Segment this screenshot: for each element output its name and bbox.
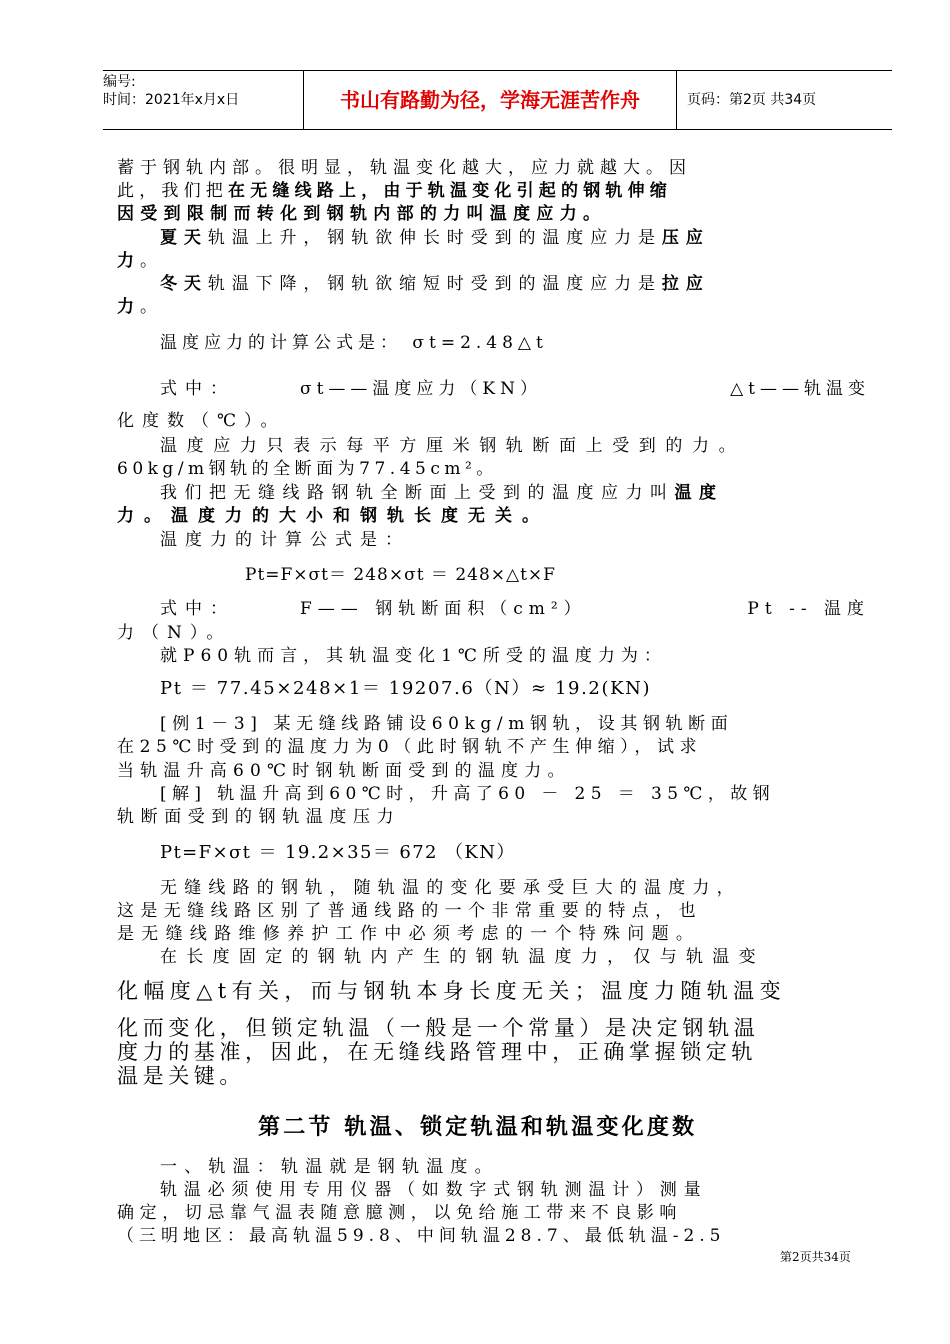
header-page-label: 页码：第2页 共34页: [687, 92, 817, 108]
text-line: 在25℃时受到的温度力为0（此时钢轨不产生伸缩），试求: [117, 737, 703, 757]
text-span: 我们把无缝线路钢轨全断面上受到的温度应力叫: [160, 483, 675, 503]
time-label: 时间：2021年x月x日: [103, 92, 240, 108]
formula-line: Pt ＝ 77.45×248×1＝ 19207.6（N）≈ 19.2(KN): [160, 678, 652, 699]
text-line: [160, 227, 870, 249]
text-span: △t——轨温变: [730, 379, 870, 399]
text-span: σt——温度应力（KN）: [300, 379, 543, 399]
text-line: 化幅度△t有关，而与钢轨本身长度无关；温度力随轨温变: [117, 979, 786, 1003]
text-line: [例1－3] 某无缝线路铺设60kg/m钢轨，设其钢轨断面: [160, 714, 734, 734]
text-line: [117, 296, 870, 318]
text-line: [解] 轨温升高到60℃时，升高了60 － 25 ＝ 35℃，故钢: [160, 784, 776, 804]
text-line: 确定，切忌靠气温表随意臆测，以免给施工带来不良影响: [117, 1203, 682, 1223]
text-line: 力。温度力的大小和钢轨长度无关。: [117, 506, 549, 526]
text-line: 当轨温升高60℃时钢轨断面受到的温度力。: [117, 761, 571, 781]
text-span: 轨温上升，钢轨欲伸长时受到的温度应力是: [207, 228, 662, 248]
formula-line: 温度应力的计算公式是： σt=2.48△t: [160, 333, 548, 353]
bold-span: 冬天: [160, 274, 208, 294]
text-line: 在长度固定的钢轨内产生的钢轨温度力，仅与轨温变: [160, 947, 765, 967]
text-line: [160, 378, 870, 400]
text-span: 。: [140, 251, 163, 271]
text-line: 温是关键。: [117, 1064, 245, 1088]
text-line: 轨断面受到的钢轨温度压力: [117, 807, 401, 827]
text-line: [160, 598, 870, 620]
text-line: 化而变化，但锁定轨温（一般是一个常量）是决定钢轨温: [117, 1016, 760, 1040]
text-line: 这是无缝线路区别了普通线路的一个非常重要的特点，也: [117, 901, 702, 921]
text-line: [160, 273, 870, 295]
text-line: [117, 180, 870, 202]
text-line: [160, 482, 870, 504]
text-span: 此，我们把: [117, 181, 228, 201]
header-meta: [103, 71, 303, 129]
text-span: 轨温下降，钢轨欲缩短时受到的温度应力是: [207, 274, 662, 294]
text-line: 度力的基准，因此，在无缝线路管理中，正确掌握锁定轨: [117, 1040, 757, 1064]
text-line: [117, 250, 870, 272]
bold-span: 压应: [661, 228, 710, 248]
text-span: 式中：: [160, 379, 235, 399]
number-label: 编号:: [103, 74, 136, 90]
text-line: 60kg/m钢轨的全断面为77.45cm²。: [117, 459, 498, 479]
text-line: 因受到限制而转化到钢轨内部的力叫温度应力。: [117, 204, 607, 224]
text-line: 蓄于钢轨内部。很明显，轨温变化越大，应力就越大。因: [117, 158, 692, 178]
section-title: 第二节 轨温、锁定轨温和轨温变化度数: [258, 1115, 698, 1140]
text-line: 温度力的计算公式是：: [160, 530, 410, 550]
text-line: 一、轨温：轨温就是钢轨温度。: [160, 1157, 499, 1177]
bold-span: 温度: [674, 483, 724, 503]
text-line: （三明地区：最高轨温59.8、中间轨温28.7、最低轨温-2.5: [117, 1226, 726, 1246]
text-span: 。: [140, 297, 163, 317]
formula-line: Pt=F×σt ＝ 19.2×35＝ 672 （KN）: [160, 842, 516, 863]
text-line: 无缝线路的钢轨，随轨温的变化要承受巨大的温度力，: [160, 878, 741, 898]
bold-span: 在无缝线路上，由于轨温变化引起的钢轨伸缩: [228, 181, 672, 201]
header-motto: 书山有路勤为径，学海无涯苦作舟: [303, 71, 677, 129]
text-line: 化度数（℃）。: [117, 411, 286, 431]
page-header: [103, 70, 892, 130]
text-line: 温度应力只表示每平方厘米钢轨断面上受到的力。: [160, 436, 746, 456]
text-span: Pt -- 温度: [747, 599, 870, 619]
bold-span: 力: [117, 251, 140, 271]
text-span: 式中：: [160, 599, 235, 619]
bold-span: 力: [117, 297, 140, 317]
formula-line: Pt=F×σt＝ 248×σt ＝ 248×△t×F: [245, 565, 556, 585]
page-footer: 第2页共34页: [780, 1250, 851, 1264]
text-line: 是无缝线路维修养护工作中必须考虑的一个特殊问题。: [117, 924, 701, 944]
text-line: 就P60轨而言，其轨温变化1℃所受的温度力为：: [160, 646, 667, 666]
bold-span: 拉应: [661, 274, 710, 294]
text-line: 轨温必须使用专用仪器（如数字式钢轨测温计）测量: [160, 1180, 708, 1200]
text-span: F—— 钢轨断面积（cm²）: [300, 599, 587, 619]
bold-span: 夏天: [160, 228, 208, 248]
text-line: 力（N）。: [117, 623, 232, 643]
